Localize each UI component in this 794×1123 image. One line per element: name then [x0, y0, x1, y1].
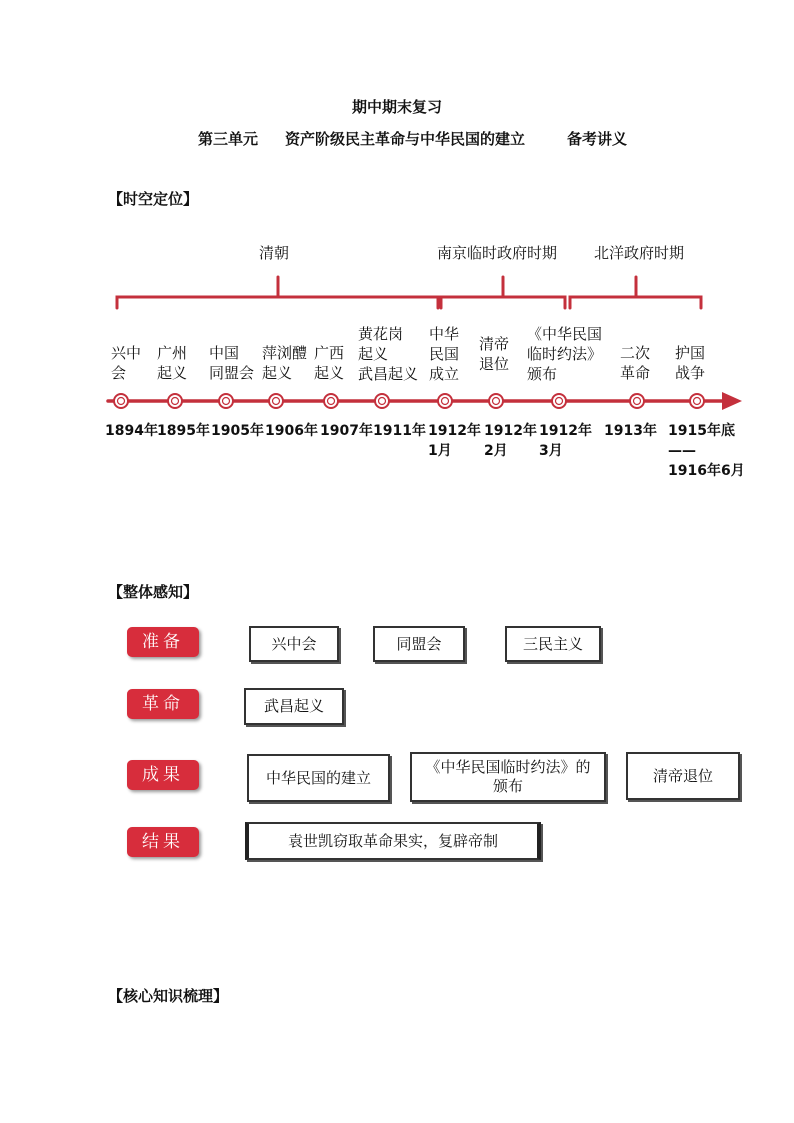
overview-item: 兴中会	[249, 626, 339, 662]
event-label: 广州 起义	[157, 344, 188, 382]
event-label: 黄花岗 起义 武昌起义	[358, 325, 419, 383]
section-core-heading: 【核心知识梳理】	[108, 987, 229, 1005]
timeline-node-inner	[273, 398, 280, 405]
brace-beiyang	[570, 277, 701, 308]
event-date: 1907年	[320, 423, 373, 439]
event-date: 1912年 1月	[428, 423, 481, 459]
overview-label-revolution: 革命	[127, 689, 199, 719]
overview-item: 同盟会	[373, 626, 465, 662]
page-title: 期中期末复习	[351, 98, 442, 116]
overview-item: 袁世凯窃取革命果实，复辟帝制	[245, 822, 541, 860]
event-label: 兴中 会	[111, 344, 142, 382]
timeline-node-inner	[634, 398, 641, 405]
event-label: 萍浏醴 起义	[262, 344, 308, 382]
event-label: 广西 起义	[314, 344, 345, 382]
timeline-node-inner	[118, 398, 125, 405]
event-label: 护国 战争	[675, 344, 706, 382]
brace-nanjing	[441, 277, 565, 308]
event-label: 二次 革命	[620, 344, 651, 382]
timeline-node-inner	[442, 398, 449, 405]
unit-label: 第三单元	[198, 130, 259, 148]
period-qing: 清朝	[259, 244, 290, 262]
event-date: 1913年	[604, 423, 657, 439]
overview-label-achievement: 成果	[127, 760, 199, 790]
event-date: 1894年	[105, 423, 158, 439]
overview-item: 清帝退位	[626, 752, 740, 800]
timeline-node-inner	[493, 398, 500, 405]
timeline-node-inner	[694, 398, 701, 405]
overview-item: 武昌起义	[244, 688, 344, 725]
unit-topic: 资产阶级民主革命与中华民国的建立	[285, 130, 526, 148]
event-label: 中国 同盟会	[209, 344, 255, 382]
timeline-node-inner	[223, 398, 230, 405]
event-label: 《中华民国 临时约法》 颁布	[527, 325, 603, 383]
event-date: 1915年底 —— 1916年6月	[668, 423, 745, 479]
event-date: 1895年	[157, 423, 210, 439]
timeline-node-inner	[172, 398, 179, 405]
section-timeline-heading: 【时空定位】	[108, 190, 199, 208]
overview-label-outcome: 结果	[127, 827, 199, 857]
event-label: 清帝 退位	[479, 335, 510, 373]
timeline-node-inner	[556, 398, 563, 405]
event-date: 1911年	[373, 423, 426, 439]
event-date: 1912年 3月	[539, 423, 592, 459]
event-label: 中华 民国 成立	[429, 325, 460, 383]
timeline-node-inner	[328, 398, 335, 405]
event-date: 1905年	[211, 423, 264, 439]
overview-item: 三民主义	[505, 626, 601, 662]
section-overview-heading: 【整体感知】	[108, 583, 199, 601]
event-date: 1906年	[265, 423, 318, 439]
event-date: 1912年 2月	[484, 423, 537, 459]
overview-label-preparation: 准备	[127, 627, 199, 657]
timeline-node-inner	[379, 398, 386, 405]
period-nanjing: 南京临时政府时期	[437, 244, 558, 262]
brace-qing	[117, 277, 438, 308]
timeline-arrow-head	[722, 392, 742, 410]
handout-tag: 备考讲义	[567, 130, 628, 148]
overview-item: 中华民国的建立	[247, 754, 390, 802]
period-beiyang: 北洋政府时期	[594, 244, 685, 262]
overview-item: 《中华民国临时约法》的 颁布	[410, 752, 606, 802]
